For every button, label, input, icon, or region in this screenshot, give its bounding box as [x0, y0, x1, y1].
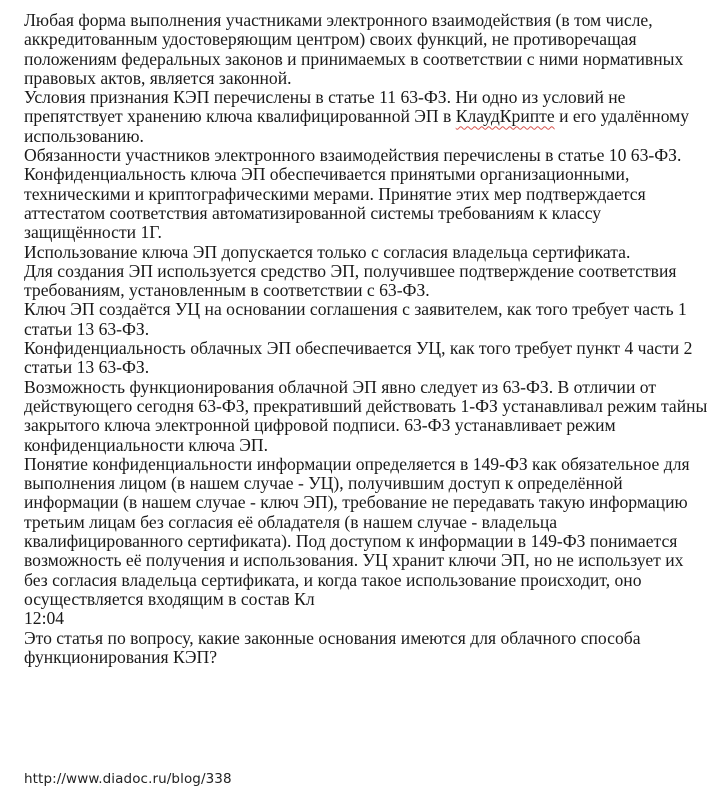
- cloudcrypt-name: КлаудКрипте: [455, 106, 555, 127]
- paragraph-kep-conditions: [24, 88, 708, 146]
- paragraph-legal-form: Любая форма выполнения участниками электронного взаимодействия (в том числе, аккредитованным удостоверяющим центром) своих функций, не противоречащая положениям федеральных законов и принимаемых в соответствии с ними нормативных правовых актов, является законной.: [24, 10, 684, 88]
- paragraph-cloud-possibility: Возможность функционирования облачной ЭП явно следует из 63-ФЗ. В отличии от действующего сегодня 63-ФЗ, прекративший действовать 1-ФЗ устанавливал режим тайны закрытого ключа электронной цифровой подписи. 63-ФЗ устанавливает режим конфиденциальности ключа ЭП.: [24, 376, 708, 455]
- paragraph-cloud-confidentiality: Конфиденциальность облачных ЭП обеспечивается УЦ, как того требует пункт 4 части 2 статьи 13 63-ФЗ.: [24, 338, 693, 378]
- paragraph-question: Это статья по вопросу, какие законные основания имеются для облачного способа функционирования КЭП?: [24, 627, 641, 667]
- document-body: [24, 11, 708, 667]
- paragraph-confidentiality-measures: Конфиденциальность ключа ЭП обеспечивается принятыми организационными, техническими и криптографическими мерами. Принятие этих мер подтверждается аттестатом соответствия автоматизированной системы требованиям к классу защищённости 1Г.: [24, 164, 646, 243]
- kep-conditions-text: Условия признания КЭП перечислены в статье 11 63-ФЗ. Ни одно из условий не препятствует хранению ключа квалифицированной ЭП в: [24, 87, 626, 127]
- paragraph-es-tool: Для создания ЭП используется средство ЭП, получившее подтверждение соответствия требованиям, установленным в соответствии с 63-ФЗ.: [24, 260, 677, 301]
- paragraph-obligations: Обязанности участников электронного взаимодействия перечислены в статье 10 63-ФЗ.: [24, 145, 682, 166]
- paragraph-149fz: Понятие конфиденциальности информации определяется в 149-ФЗ как обязательное для выполнения лицом (в нашем случае - УЦ), получившим доступ к определённой информации (в нашем случае - ключ ЭП), требование не передавать такую информацию третьим лицам без согласия её обладателя (в нашем случае - владельца квалифицированного сертификата). Под доступом к информации в 149-ФЗ понимается возможность её получения и использования. УЦ хранит ключи ЭП, но не использует их без согласия владельца сертификата, и когда такое использование происходит, оно осуществляется входящим в состав Кл: [24, 453, 690, 609]
- kep-conditions-tail: и его удалённому использованию.: [24, 106, 690, 146]
- source-url[interactable]: http://www.diadoc.ru/blog/338: [24, 771, 232, 787]
- paragraph-key-creation: Ключ ЭП создаётся УЦ на основании соглашения с заявителем, как того требует часть 1 статьи 13 63-ФЗ.: [24, 299, 687, 339]
- timestamp: 12:04: [24, 608, 65, 629]
- paragraph-owner-consent: Использование ключа ЭП допускается только с согласия владельца сертификата.: [24, 241, 631, 262]
